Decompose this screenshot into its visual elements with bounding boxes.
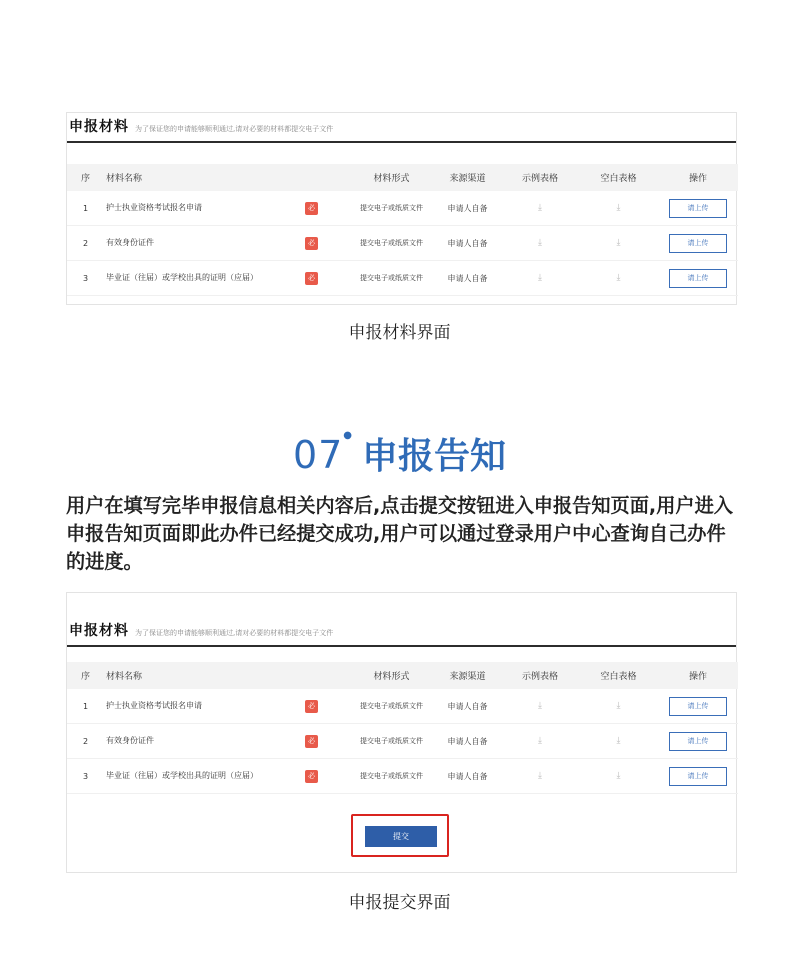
upload-button[interactable]: 请上传	[669, 697, 727, 716]
required-badge: 必	[305, 272, 318, 285]
row-source: 申请人自备	[434, 689, 501, 724]
panel-note: 为了保证您的申请能够顺利通过,请对必要的材料都提交电子文件	[135, 125, 334, 133]
required-badge: 必	[305, 700, 318, 713]
upload-button[interactable]: 请上传	[669, 732, 727, 751]
section-number: 07	[292, 433, 344, 477]
panel-title: 申报材料	[69, 623, 129, 639]
row-source: 申请人自备	[434, 191, 501, 226]
row-index: 1	[67, 689, 104, 724]
row-source: 申请人自备	[434, 724, 501, 759]
download-icon[interactable]: ⤓	[538, 238, 542, 248]
caption-submit: 申报提交界面	[348, 893, 451, 913]
panel-header	[67, 113, 736, 143]
download-icon[interactable]: ⤓	[616, 736, 621, 746]
col-sample: 示例表格	[501, 662, 579, 689]
col-action: 操作	[658, 662, 738, 689]
col-blank: 空白表格	[579, 662, 658, 689]
upload-button[interactable]: 请上传	[669, 234, 727, 253]
row-form: 提交电子或纸质文件	[349, 226, 434, 261]
submit-area	[67, 794, 736, 872]
download-icon[interactable]: ⤓	[616, 701, 621, 711]
download-icon[interactable]: ⤓	[616, 771, 621, 781]
row-form: 提交电子或纸质文件	[349, 724, 434, 759]
row-index: 1	[67, 191, 104, 226]
row-name: 护士执业资格考试报名申请	[104, 689, 274, 724]
download-icon[interactable]: ⤓	[616, 238, 621, 248]
download-icon[interactable]: ⤓	[538, 701, 542, 711]
table-row	[67, 191, 738, 226]
col-sample: 示例表格	[501, 164, 579, 191]
download-icon[interactable]: ⤓	[538, 736, 542, 746]
row-name: 毕业证（往届）或学校出具的证明（应届）	[104, 261, 274, 296]
row-source: 申请人自备	[434, 759, 501, 794]
row-index: 3	[67, 759, 104, 794]
row-form: 提交电子或纸质文件	[349, 689, 434, 724]
upload-button[interactable]: 请上传	[669, 199, 727, 218]
download-icon[interactable]: ⤓	[616, 273, 621, 283]
table-row	[67, 689, 738, 724]
col-source: 来源渠道	[434, 164, 501, 191]
col-index: 序	[67, 662, 104, 689]
row-form: 提交电子或纸质文件	[349, 261, 434, 296]
table-row	[67, 261, 738, 296]
submit-highlight-frame	[351, 814, 449, 857]
materials-table	[67, 164, 738, 296]
download-icon[interactable]: ⤓	[538, 203, 542, 213]
table-header-row	[67, 164, 738, 191]
col-form: 材料形式	[349, 662, 434, 689]
materials-table	[67, 662, 738, 794]
required-badge: 必	[305, 735, 318, 748]
col-name: 材料名称	[104, 662, 274, 689]
description-text: 用户在填写完毕申报信息相关内容后,点击提交按钮进入申报告知页面,用户进入申报告知页面即此办件已经提交成功,用户可以通过登录用户中心查询自己办件的进度。	[66, 494, 733, 573]
table-row	[67, 724, 738, 759]
section-title: 申报告知	[362, 436, 507, 477]
row-name: 有效身份证件	[104, 724, 274, 759]
materials-panel-2	[66, 592, 737, 873]
col-form: 材料形式	[349, 164, 434, 191]
panel-header	[67, 593, 736, 647]
panel-title: 申报材料	[69, 119, 129, 135]
section-heading	[0, 428, 799, 479]
download-icon[interactable]: ⤓	[538, 771, 542, 781]
table-row	[67, 226, 738, 261]
row-name: 毕业证（往届）或学校出具的证明（应届）	[104, 759, 274, 794]
required-badge: 必	[305, 237, 318, 250]
download-icon[interactable]: ⤓	[616, 203, 621, 213]
submit-button[interactable]: 提交	[365, 826, 437, 847]
panel-note: 为了保证您的申请能够顺利通过,请对必要的材料都提交电子文件	[135, 629, 334, 637]
required-badge: 必	[305, 770, 318, 783]
upload-button[interactable]: 请上传	[669, 767, 727, 786]
col-name: 材料名称	[104, 164, 274, 191]
dot-icon: ●	[343, 430, 353, 441]
row-index: 2	[67, 226, 104, 261]
row-source: 申请人自备	[434, 261, 501, 296]
upload-button[interactable]: 请上传	[669, 269, 727, 288]
row-name: 有效身份证件	[104, 226, 274, 261]
table-header-row	[67, 662, 738, 689]
row-name: 护士执业资格考试报名申请	[104, 191, 274, 226]
row-index: 3	[67, 261, 104, 296]
caption-materials: 申报材料界面	[348, 323, 451, 343]
row-form: 提交电子或纸质文件	[349, 759, 434, 794]
required-badge: 必	[305, 202, 318, 215]
col-source: 来源渠道	[434, 662, 501, 689]
row-source: 申请人自备	[434, 226, 501, 261]
download-icon[interactable]: ⤓	[538, 273, 542, 283]
row-form: 提交电子或纸质文件	[349, 191, 434, 226]
materials-panel-1	[66, 112, 737, 305]
col-index: 序	[67, 164, 104, 191]
table-row	[67, 759, 738, 794]
row-index: 2	[67, 724, 104, 759]
col-action: 操作	[658, 164, 738, 191]
col-blank: 空白表格	[579, 164, 658, 191]
